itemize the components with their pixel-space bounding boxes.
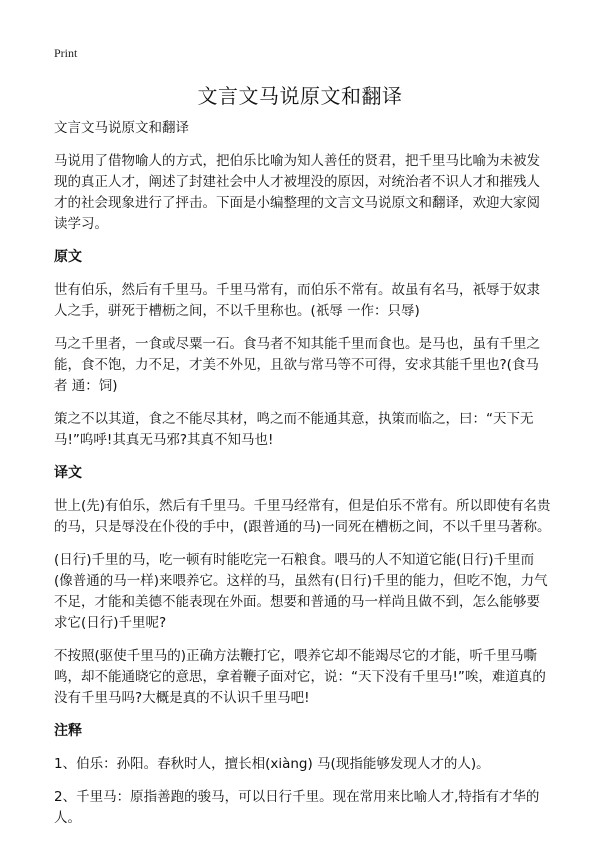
section-heading-translation: 译文 [54,465,82,481]
article-subtitle: 文言文马说原文和翻译 [54,120,189,136]
translation-paragraph: 不按照(驱使千里马的)正确方法鞭打它，喂养它却不能竭尽它的才能，听千里马嘶鸣，却不能通晓它的意思，拿着鞭子面对它，说：“天下没有千里马!”唉，难道真的没有千里马吗?大概是真的不认识千里马吧! [54,648,546,706]
translation-paragraph: 世上(先)有伯乐，然后有千里马。千里马经常有，但是伯乐不常有。所以即使有名贵的马，只是辱没在仆役的手中，(跟普通的马)一同死在槽枥之间，不以千里马著称。 [54,498,551,535]
intro-paragraph: 马说用了借物喻人的方式，把伯乐比喻为知人善任的贤君，把千里马比喻为未被发现的真正人才，阐述了封建社会中人才被埋没的原因，对统治者不识人才和摧残人才的社会现象进行了抨击。下面是小编整理的文言文马说原文和翻译，欢迎大家阅读学习。 [54,153,540,232]
section-heading-notes: 注释 [54,723,82,739]
print-label: Print [54,46,78,60]
original-paragraph: 策之不以其道，食之不能尽其材，鸣之而不能通其意，执策而临之，曰：“天下无马!”呜呼!其真无马邪?其真不知马也! [54,411,534,448]
note-item: 1、伯乐：孙阳。春秋时人，擅长相(xiàng) 马(现指能够发现人才的人)。 [54,756,490,772]
section-heading-original: 原文 [54,249,82,265]
original-paragraph: 世有伯乐，然后有千里马。千里马常有，而伯乐不常有。故虽有名马，祇辱于奴隶人之手，骈死于槽枥之间，不以千里称也。(祇辱 一作：只辱) [54,282,540,319]
page-title: 文言文马说原文和翻译 [197,84,403,108]
note-item: 2、千里马：原指善跑的骏马，可以日行千里。现在常用来比喻人才,特指有才华的人。 [54,789,540,826]
original-paragraph: 马之千里者，一食或尽粟一石。食马者不知其能千里而食也。是马也，虽有千里之能，食不饱，力不足，才美不外见，且欲与常马等不可得，安求其能千里也?(食马者 通：饲) [54,336,540,394]
translation-paragraph: (日行)千里的马，吃一顿有时能吃完一石粮食。喂马的人不知道它能(日行)千里而(像普通的马一样)来喂养它。这样的马，虽然有(日行)千里的能力，但吃不饱，力气不足，才能和美德不能表现在外面。想要和普通的马一样尚且做不到，怎么能够要求它(日行)千里呢? [54,552,548,631]
article-body [54,118,552,841]
